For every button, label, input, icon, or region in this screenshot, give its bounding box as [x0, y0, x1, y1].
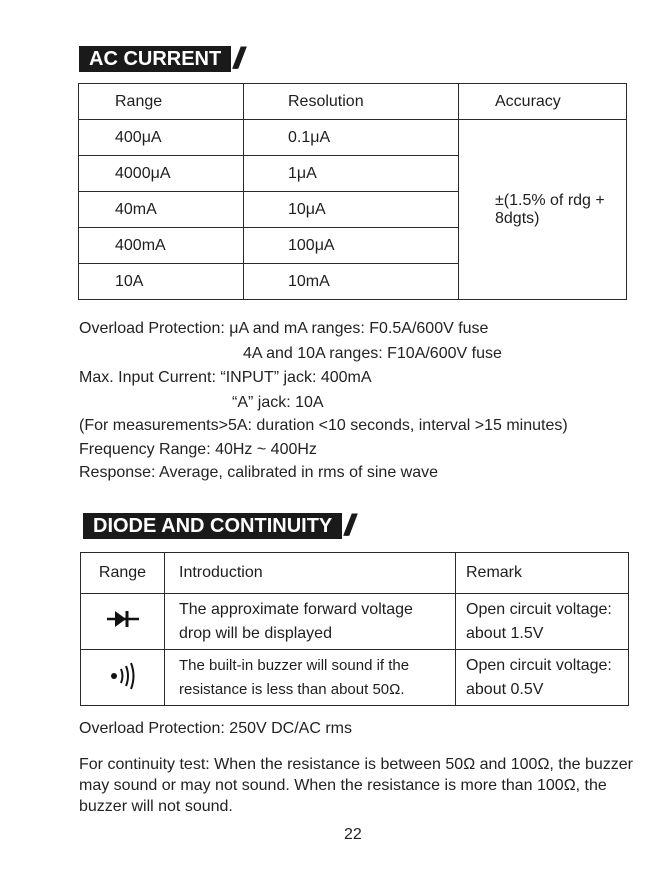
- table-row: [81, 594, 629, 650]
- resolution-cell: 0.1μA: [244, 120, 459, 156]
- diode-overload-protection: Overload Protection: 250V DC/AC rms: [79, 720, 352, 737]
- table-header-row: [81, 553, 629, 594]
- table-header-row: [79, 84, 627, 120]
- diode-symbol-icon: [105, 607, 141, 631]
- remark-line: Open circuit voltage:: [466, 656, 612, 674]
- range-cell: 400mA: [79, 228, 244, 264]
- header-accuracy: Accuracy: [459, 84, 627, 120]
- range-cell: 4000μA: [79, 156, 244, 192]
- introduction-line: drop will be displayed: [179, 624, 332, 642]
- table-row: [79, 120, 627, 156]
- header-resolution: Resolution: [244, 84, 459, 120]
- remark-line: Open circuit voltage:: [466, 600, 612, 618]
- max-input-current-line-2: “A” jack: 10A: [232, 394, 324, 411]
- diode-continuity-heading: [83, 509, 349, 542]
- heading-slashes: ///: [344, 509, 349, 542]
- measurement-duration-note: (For measurements>5A: duration <10 seconds, interval >15 minutes): [79, 417, 568, 434]
- remark-line: about 0.5V: [466, 680, 544, 698]
- heading-slashes: ///: [233, 42, 238, 75]
- response-note: Response: Average, calibrated in rms of sine wave: [79, 464, 439, 481]
- introduction-line: The built-in buzzer will sound if the: [179, 656, 410, 674]
- header-range: Range: [79, 84, 244, 120]
- accuracy-cell: ±(1.5% of rdg + 8dgts): [459, 120, 627, 300]
- remark-cell: [456, 594, 629, 650]
- remark-cell: [456, 650, 629, 706]
- diode-continuity-title: DIODE AND CONTINUITY: [83, 513, 342, 539]
- overload-protection-line-2: 4A and 10A ranges: F10A/600V fuse: [243, 345, 502, 362]
- resolution-cell: 10mA: [244, 264, 459, 300]
- remark-line: about 1.5V: [466, 624, 544, 642]
- header-remark: Remark: [456, 553, 629, 594]
- range-cell: 400μA: [79, 120, 244, 156]
- introduction-line: resistance is less than about 50Ω.: [179, 680, 405, 698]
- page-number: 22: [344, 826, 362, 843]
- range-cell: [81, 594, 165, 650]
- header-introduction: Introduction: [165, 553, 456, 594]
- introduction-cell: [165, 650, 456, 706]
- range-cell: [81, 650, 165, 706]
- resolution-cell: 1μA: [244, 156, 459, 192]
- continuity-test-note: For continuity test: When the resistance is between 50Ω and 100Ω, the buzzer may sound or may not sound. When the resistance is more than 100Ω, the buzzer will not sound.: [79, 756, 633, 815]
- ac-current-table: [78, 83, 627, 300]
- header-range: Range: [81, 553, 165, 594]
- introduction-line: The approximate forward voltage: [179, 600, 413, 618]
- ac-current-heading: [79, 42, 238, 75]
- max-input-current-line-1: Max. Input Current: “INPUT” jack: 400mA: [79, 369, 372, 386]
- buzzer-sound-icon: [105, 660, 141, 690]
- ac-current-title: AC CURRENT: [79, 46, 231, 72]
- resolution-cell: 100μA: [244, 228, 459, 264]
- frequency-range: Frequency Range: 40Hz ~ 400Hz: [79, 441, 317, 458]
- range-cell: 10A: [79, 264, 244, 300]
- resolution-cell: 10μA: [244, 192, 459, 228]
- range-cell: 40mA: [79, 192, 244, 228]
- introduction-cell: [165, 594, 456, 650]
- table-row: [81, 650, 629, 706]
- diode-continuity-table: [80, 552, 629, 706]
- overload-protection-line-1: Overload Protection: μA and mA ranges: F0.5A/600V fuse: [79, 320, 489, 337]
